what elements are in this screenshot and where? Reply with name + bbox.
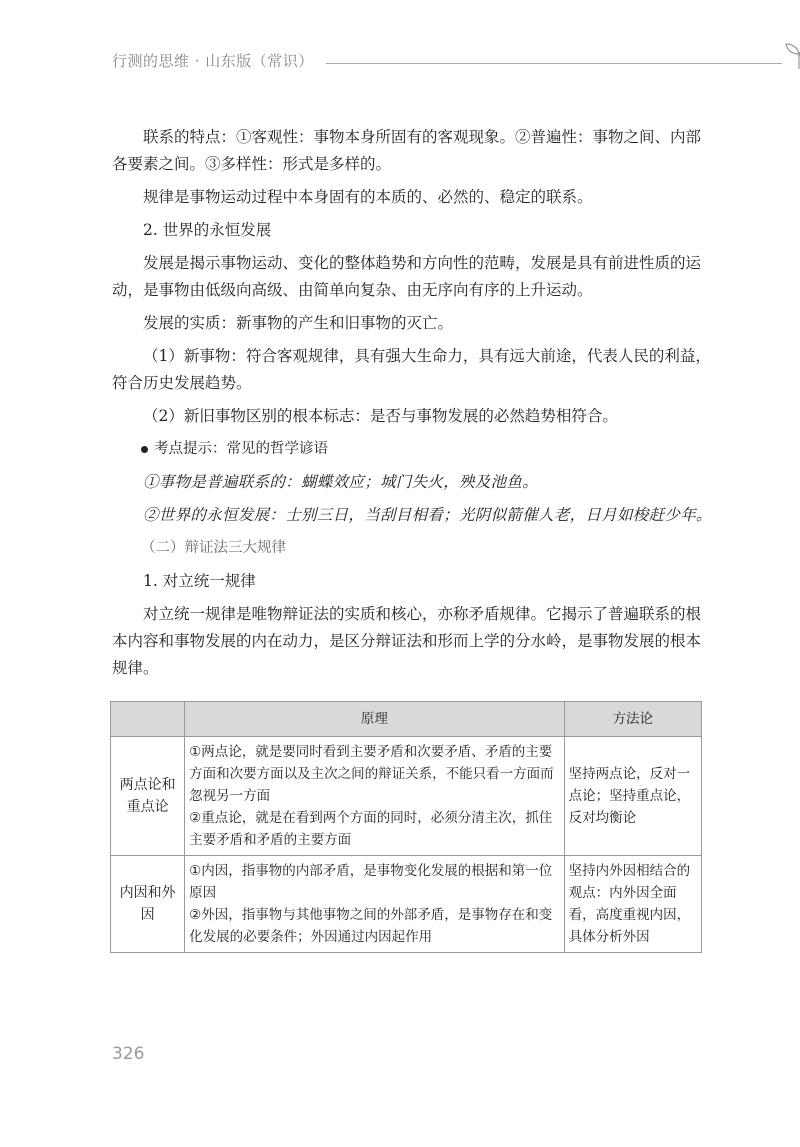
sprout-icon [782,42,800,70]
table-header-row [111,702,702,737]
header-rule [326,63,782,64]
proverb-line-2: ②世界的永恒发展：士别三日，当刮目相看；光阴似箭催人老，日月如梭赶少年。 [143,506,712,524]
running-header [112,50,712,74]
proverb-line-1: ①事物是普遍联系的：蝴蝶效应；城门失火，殃及池鱼。 [143,473,539,491]
paragraph-new-things: （1）新事物：符合客观规律，具有强大生命力，具有远大前途，代表人民的利益，符合历史发展趋势。 [112,347,711,392]
book-title: 行测的思维 · 山东版（常识） [112,52,314,70]
row-principle: ①内因，指事物的内部矛盾，是事物变化发展的根据和第一位原因 ②外因，指事物与其他事物之间的外部矛盾，是事物存在和变化发展的必要条件；外因通过内因起作用 [185,856,564,953]
section-body: 对立统一规律是唯物辩证法的实质和核心，亦称矛盾规律。它揭示了普遍联系的根本内容和事物发展的内在动力，是区分辩证法和形而上学的分水岭，是事物发展的根本规律。 [112,605,702,677]
heading-eternal-development: 2. 世界的永恒发展 [143,221,272,239]
main-content [112,124,712,688]
paragraph-development-essence: 发展的实质：新事物的产生和旧事物的灭亡。 [143,314,454,332]
section-title: （二）辩证法三大规律 [141,540,286,556]
bullet-icon [141,446,148,453]
row-principle: ①两点论，就是要同时看到主要矛盾和次要矛盾、矛盾的主要方面和次要方面以及主次之间的辩证关系，不能只看一方面而忽视另一方面 ②重点论，就是在看到两个方面的同时，必须分清主次，抓住主要矛盾和矛盾的主要方面 [185,737,564,856]
row-name: 内因和外因 [111,856,185,953]
table-header-cell [111,702,185,737]
exam-tip [112,436,712,463]
table-row [111,856,702,953]
row-method: 坚持内外因相结合的观点：内外因全面看，高度重视内因，具体分析外因 [564,856,701,953]
paragraph-law-definition: 规律是事物运动过程中本身固有的本质的、必然的、稳定的联系。 [143,188,593,206]
exam-tip-label: 考点提示：常见的哲学谚语 [154,441,328,457]
page-number: 326 [112,1044,145,1064]
row-name: 两点论和重点论 [111,737,185,856]
table-row [111,737,702,856]
row-method: 坚持两点论，反对一点论；坚持重点论，反对均衡论 [564,737,701,856]
paragraph-development-definition: 发展是揭示事物运动、变化的整体趋势和方向性的范畴，发展是具有前进性质的运动，是事物由低级向高级、由简单向复杂、由无序向有序的上升运动。 [112,254,702,299]
paragraph-link-features: 联系的特点：①客观性：事物本身所固有的客观现象。②普遍性：事物之间、内部各要素之间。③多样性：形式是多样的。 [112,128,702,173]
dialectics-table [110,701,702,953]
paragraph-distinction: （2）新旧事物区别的根本标志：是否与事物发展的必然趋势相符合。 [143,407,618,425]
section-subtitle: 1. 对立统一规律 [143,572,256,590]
table-header-cell: 方法论 [564,702,701,737]
table-header-cell: 原理 [185,702,564,737]
